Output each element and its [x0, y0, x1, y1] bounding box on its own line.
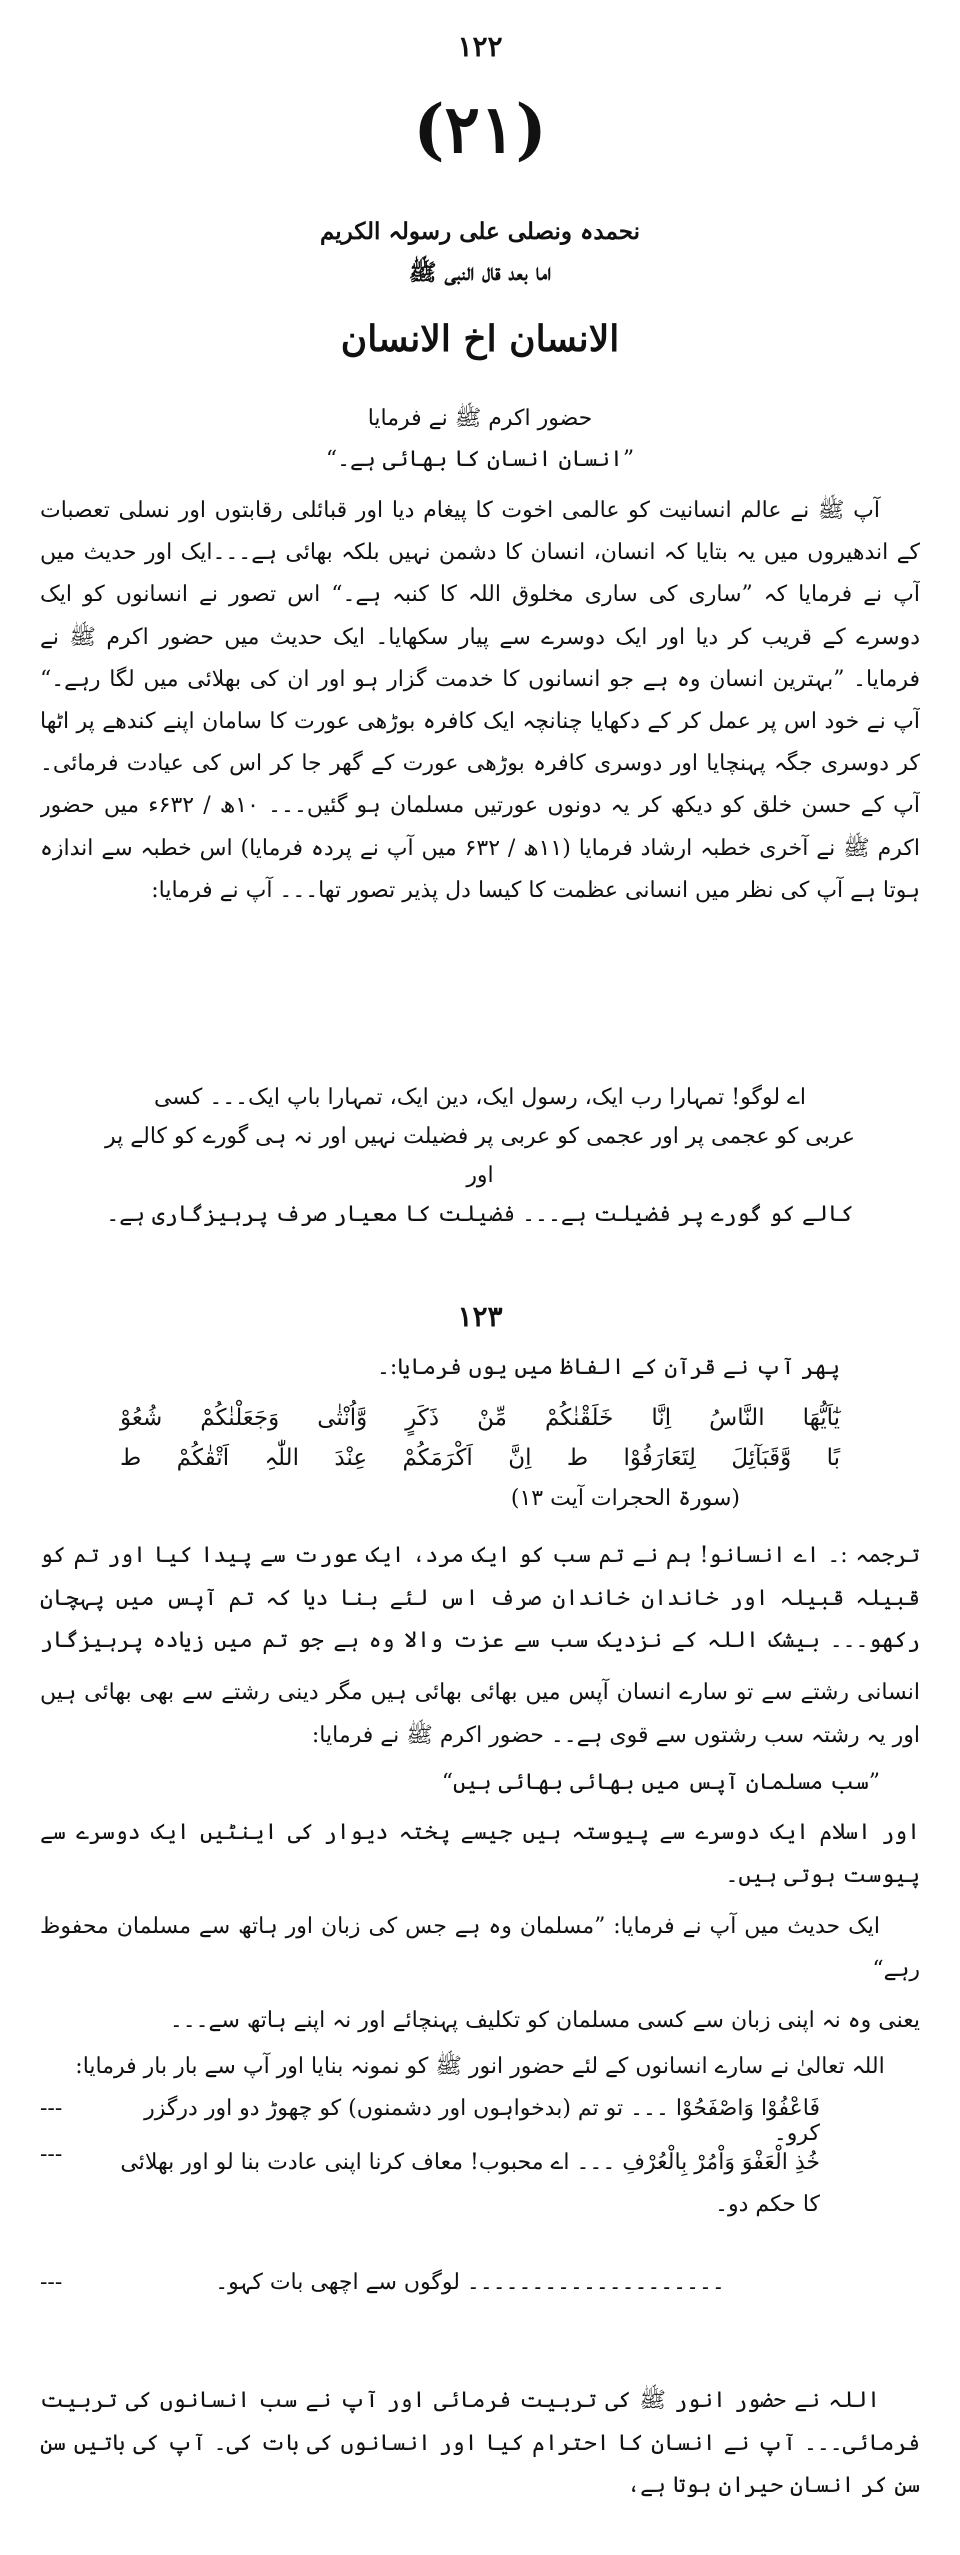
- page-number: ۱۲۲: [457, 30, 503, 63]
- command-dash: ---: [40, 2096, 63, 2121]
- translation: ترجمہ :۔ اے انسانو! ہم نے تم سب کو ایک مرد، ایک عورت سے پیدا کیا اور تم کو قبیلہ قبیلہ اور خاندان خاندان صرف اس لئے بنا دیا کہ تم آپس میں پہچان رکھو۔۔۔ بیشک اللہ کے نزدیک سب سے عزت والا وہ ہے جو تم میں زیادہ پرہیزگار: [40, 1543, 920, 1653]
- ayat-line: بًا وَّقَبَآئِلَ لِتَعَارَفُوْا ط اِنَّ اَکْرَمَکُمْ عِنْدَ اللّٰہِ اَتْقٰکُمْ ط: [120, 1445, 840, 1471]
- sermon-line: کالے کو گورے پر فضیلت ہے۔۔۔ فضیلت کا معیار صرف پرہیزگاری ہے۔: [106, 1202, 854, 1227]
- hadith-quote: ”انسان انسان کا بھائی ہے۔“: [325, 447, 635, 472]
- command-dash: ---: [40, 2270, 63, 2295]
- ayat-line: یٰٓاَیُّھَا النَّاسُ اِنَّا خَلَقْنٰکُمْ مِّنْ ذَکَرٍ وَّاُنْثٰی وَجَعَلْنٰکُمْ شُعُوْ: [120, 1405, 840, 1431]
- chapter-title: الانسان اخ الانسان: [340, 318, 620, 360]
- sermon-line: اے لوگو! تمہارا رب ایک، رسول ایک، دین ایک، تمہارا باپ ایک۔۔۔ کسی: [153, 1085, 807, 1110]
- command-item: خُذِ الْعَفْوَ وَاْمُرْ بِالْعُرْفِ ۔۔۔ اے محبوب! معاف کرنا اپنی عادت بنا لو اور بھلائی کا حکم دو۔: [120, 2150, 820, 2217]
- muslims-brothers-quote: ”سب مسلمان آپس میں بھائی بھائی ہیں“: [441, 1770, 880, 1795]
- quran-ayat: [120, 1398, 840, 1478]
- hadith-intro: حضور اکرم ﷺ نے فرمایا: [367, 406, 593, 431]
- farewell-sermon: [90, 1078, 870, 1234]
- amma-baad: اما بعد قال النبی ﷺ: [408, 259, 552, 286]
- islam-wall-paragraph: اور اسلام ایک دوسرے سے پیوستہ ہیں جیسے پختہ دیوار کی اینٹیں ایک دوسرے سے پیوست ہوتی ہیں۔: [40, 1820, 920, 1888]
- sermon-line: عربی کو عجمی پر اور عجمی کو عربی پر فضیلت نہیں اور نہ ہی گورے کو کالے پر اور: [104, 1124, 855, 1188]
- chapter-number: (۲۱): [413, 90, 547, 168]
- meaning-line: یعنی وہ نہ اپنی زبان سے کسی مسلمان کو تکلیف پہنچائے اور نہ اپنے ہاتھ سے۔۔۔: [169, 2008, 920, 2033]
- command-dash: ---: [40, 2142, 63, 2167]
- invocation: نحمدہ ونصلی علی رسولہ الکریم: [319, 218, 641, 245]
- command-item: ۔۔۔۔۔۔۔۔۔۔۔۔۔۔۔۔۔۔۔۔ لوگوں سے اچھی بات کہو۔: [215, 2270, 725, 2295]
- page-number: ۱۲۳: [457, 1300, 503, 1333]
- hadith-tongue-hand: ایک حدیث میں آپ نے فرمایا: ”مسلمان وہ ہے جس کی زبان اور ہاتھ سے مسلمان محفوظ رہے“: [40, 1914, 920, 1982]
- closing-paragraph: اللہ نے حضور انور ﷺ کی تربیت فرمائی اور آپ نے سب انسانوں کی تربیت فرمائی۔۔۔ آپ نے انسان کا احترام کیا اور انسانوں کی بات کی۔ آپ کی باتیں سن سن کر انسان حیران ہوتا ہے،: [40, 2388, 920, 2498]
- main-paragraph: آپ ﷺ نے عالم انسانیت کو عالمی اخوت کا پیغام دیا اور قبائلی رقابتوں اور نسلی تعصبات کے اندھیروں میں یہ بتایا کہ انسان، انسان کا دشمن نہیں بلکہ بھائی ہے۔۔۔ایک اور حدیث میں آپ نے فرمایا کہ ”ساری کی ساری مخلوق اللہ کا کنبہ ہے۔“ اس تصور نے انسانوں کو ایک دوسرے کے قریب کر دیا اور ایک دوسرے سے پیار سکھایا۔ ایک حدیث میں حضور اکرم ﷺ نے فرمایا۔ ”بہترین انسان وہ ہے جو انسانوں کا خدمت گزار ہو اور ان کی بھلائی میں لگا رہے۔“ آپ نے خود اس پر عمل کر کے دکھایا چنانچہ ایک کافرہ بوڑھی عورت کا سامان اپنے کندھے پر اٹھا کر دوسری جگہ پہنچایا اور دوسری کافرہ بوڑھی عورت کے گھر جا کر اس کی عیادت فرمائی۔ آپ کے حسن خلق کو دیکھ کر یہ دونوں عورتیں مسلمان ہو گئیں۔۔۔ ۱۰ھ / ۶۳۲ء میں حضور اکرم ﷺ نے آخری خطبہ ارشاد فرمایا (۱۱ھ / ۶۳۲ میں آپ نے پردہ فرمایا) اس خطبہ سے اندازہ ہوتا ہے آپ کی نظر میں انسانی عظمت کا کیسا دل پذیر تصور تھا۔۔۔ آپ نے فرمایا:: [40, 498, 920, 903]
- allah-model-line: اللہ تعالیٰ نے سارے انسانوں کے لئے حضور انور ﷺ کو نمونہ بنایا اور آپ سے بار بار فرمایا:: [75, 2054, 885, 2079]
- ayat-reference: (سورۃ الحجرات آیت ۱۳): [510, 1486, 740, 1511]
- command-item: فَاعْفُوْا وَاصْفَحُوْا ۔۔۔ تو تم (بدخواہوں اور دشمنوں) کو چھوڑ دو اور درگزر کرو۔: [144, 2096, 820, 2146]
- brotherhood-paragraph: انسانی رشتے سے تو سارے انسان آپس میں بھائی بھائی ہیں مگر دینی رشتے سے بھی بھائی ہیں اور یہ رشتہ سب رشتوں سے قوی ہے۔۔ حضور اکرم ﷺ نے فرمایا:: [40, 1680, 920, 1748]
- quran-intro: پھر آپ نے قرآن کے الفاظ میں یوں فرمایا:۔: [377, 1355, 840, 1380]
